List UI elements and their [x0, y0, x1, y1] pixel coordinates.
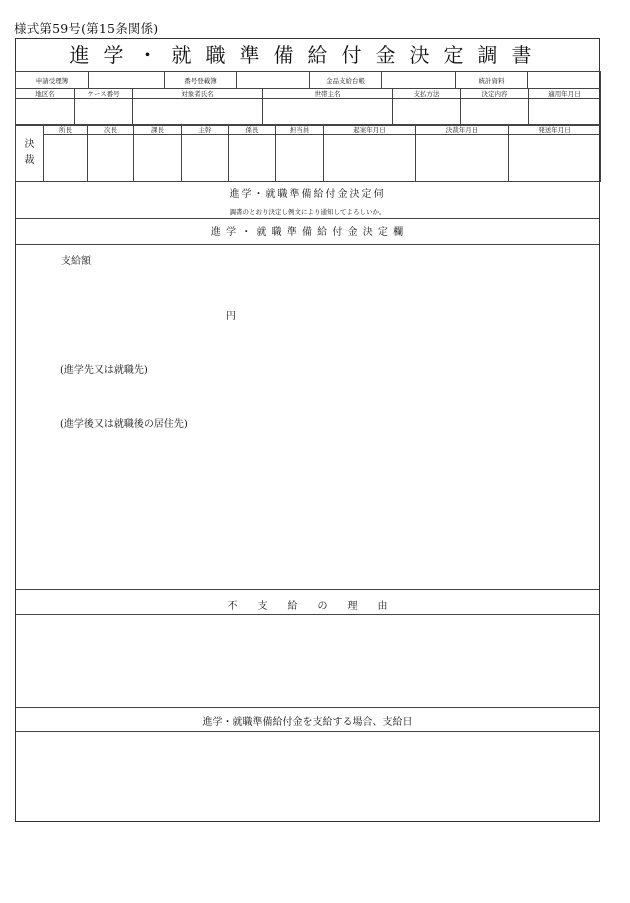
divider: [16, 244, 599, 245]
destination-label: (進学先又は就職先): [60, 365, 148, 376]
case-number-field[interactable]: [75, 99, 133, 126]
approval-col-dispatch-date: 発送年月日: [509, 125, 601, 135]
approval-stamp-section-chief[interactable]: [134, 135, 182, 182]
approval-stamp-director[interactable]: [44, 135, 88, 182]
approval-label: 決裁: [16, 125, 44, 182]
draft-date-field[interactable]: [324, 135, 416, 182]
household-head-field[interactable]: [263, 99, 393, 126]
payment-method-field[interactable]: [393, 99, 461, 126]
reception-registry-label: 申請受理簿: [16, 72, 89, 89]
approval-date-field[interactable]: [416, 135, 509, 182]
statistics-label: 統計資料: [456, 72, 528, 89]
approval-table: [15, 124, 601, 182]
payment-ledger-field[interactable]: [382, 72, 456, 89]
approval-col-director: 所長: [44, 125, 88, 135]
district-header: 地区名: [16, 89, 75, 99]
non-payment-reason-field[interactable]: [16, 615, 599, 706]
number-registry-label: 番号登載簿: [165, 72, 237, 89]
number-registry-field[interactable]: [237, 72, 310, 89]
recipient-name-field[interactable]: [133, 99, 263, 126]
effective-date-field[interactable]: [529, 99, 601, 126]
divider: [16, 218, 599, 219]
registry-row: [15, 71, 601, 89]
divider: [16, 589, 599, 590]
approval-col-chief-officer: 主幹: [182, 125, 229, 135]
case-number-header: ケース番号: [75, 89, 133, 99]
decision-form: [15, 38, 600, 822]
effective-date-header: 適用年月日: [529, 89, 601, 99]
approval-col-draft-date: 起案年月日: [324, 125, 416, 135]
approval-col-caseworker: 担当員: [276, 125, 324, 135]
payment-date-title: 進学・就職準備給付金を支給する場合、支給日: [202, 717, 413, 728]
decision-content-header: 決定内容: [461, 89, 529, 99]
payment-date-field[interactable]: [16, 732, 599, 821]
approval-col-section-chief: 課長: [134, 125, 182, 135]
yen-unit: 円: [226, 311, 236, 322]
approval-col-subsection-chief: 係長: [229, 125, 276, 135]
dispatch-date-field[interactable]: [509, 135, 601, 182]
residence-label: (進学後又は就職後の居住先): [60, 419, 188, 430]
decision-section-title: 進 学 ・ 就 職 準 備 給 付 金 決 定 欄: [210, 227, 405, 238]
amount-field[interactable]: [61, 269, 221, 309]
residence-field[interactable]: [60, 431, 560, 581]
destination-field[interactable]: [60, 377, 560, 407]
inquiry-subtitle: 調書のとおり決定し例文により通知してよろしいか。: [229, 208, 386, 216]
case-info-table: [15, 88, 601, 126]
non-payment-title: 不 支 給 の 理 由: [227, 601, 388, 612]
recipient-name-header: 対象者氏名: [133, 89, 263, 99]
reception-registry-field[interactable]: [89, 72, 165, 89]
payment-method-header: 支払方法: [393, 89, 461, 99]
approval-col-approval-date: 決裁年月日: [416, 125, 509, 135]
inquiry-title: 進学・就職準備給付金決定伺: [229, 189, 386, 200]
form-title: 進学・就職準備給付金決定調書: [69, 43, 546, 67]
form-number-label: 様式第59号(第15条関係): [14, 21, 159, 36]
decision-content-field[interactable]: [461, 99, 529, 126]
statistics-field[interactable]: [528, 72, 601, 89]
approval-stamp-deputy[interactable]: [88, 135, 134, 182]
household-head-header: 世帯主名: [263, 89, 393, 99]
approval-col-deputy: 次長: [88, 125, 134, 135]
approval-stamp-chief-officer[interactable]: [182, 135, 229, 182]
payment-ledger-label: 金品支給台帳: [310, 72, 382, 89]
approval-stamp-subsection-chief[interactable]: [229, 135, 276, 182]
amount-label: 支給額: [61, 256, 91, 267]
district-field[interactable]: [16, 99, 75, 126]
divider: [16, 707, 599, 708]
approval-stamp-caseworker[interactable]: [276, 135, 324, 182]
